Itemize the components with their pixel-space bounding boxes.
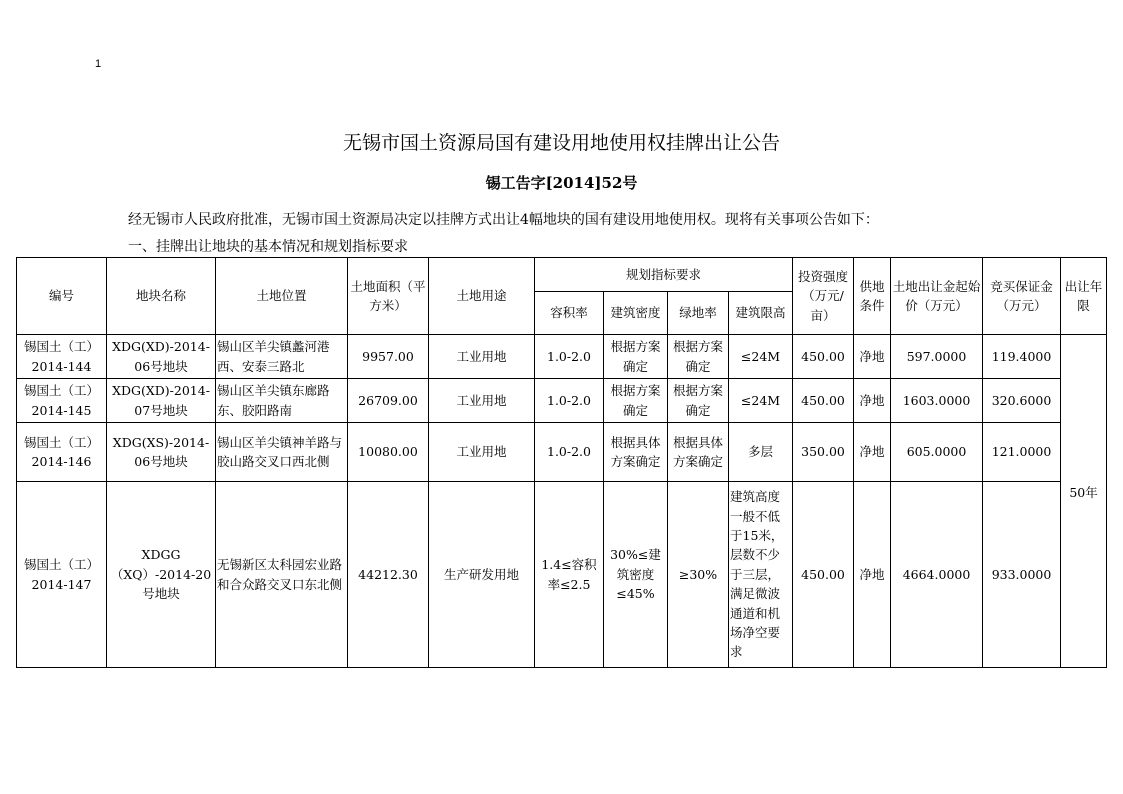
cell-deposit: 933.0000 (983, 482, 1061, 668)
cell-use: 工业用地 (429, 335, 535, 379)
cell-height: ≤24M (729, 379, 793, 423)
cell-deposit: 320.6000 (983, 379, 1061, 423)
cell-density: 根据具体方案确定 (604, 423, 668, 482)
term-value: 50年 (1069, 485, 1098, 500)
page-number: 1 (95, 58, 102, 70)
cell-green: 根据方案确定 (668, 335, 729, 379)
header-area: 土地面积（平方米） (348, 258, 429, 335)
cell-code: 锡国土（工）2014-144 (17, 335, 107, 379)
cell-green: 根据具体方案确定 (668, 423, 729, 482)
cell-invest: 450.00 (793, 379, 854, 423)
intro-paragraph: 经无锡市人民政府批准，无锡市国土资源局决定以挂牌方式出让4幅地块的国有建设用地使用权。现将有关事项公告如下： (128, 212, 879, 228)
table-header-row (17, 258, 1107, 292)
cell-start-price: 1603.0000 (891, 379, 983, 423)
cell-use: 工业用地 (429, 379, 535, 423)
table-row (17, 482, 1107, 668)
header-planning: 规划指标要求 (535, 258, 793, 292)
cell-name: XDG(XD)-2014-07号地块 (107, 379, 216, 423)
header-density: 建筑密度 (604, 292, 668, 335)
header-supply: 供地条件 (854, 258, 891, 335)
cell-code: 锡国土（工）2014-145 (17, 379, 107, 423)
cell-name: XDGG（XQ）-2014-20号地块 (107, 482, 216, 668)
page-title: 无锡市国土资源局国有建设用地使用权挂牌出让公告 (342, 132, 780, 154)
cell-far: 1.0-2.0 (535, 423, 604, 482)
cell-use: 生产研发用地 (429, 482, 535, 668)
cell-area: 9957.00 (348, 335, 429, 379)
cell-height: 多层 (729, 423, 793, 482)
cell-far: 1.0-2.0 (535, 379, 604, 423)
cell-use: 工业用地 (429, 423, 535, 482)
table-row (17, 335, 1107, 379)
cell-supply: 净地 (854, 335, 891, 379)
cell-location: 锡山区羊尖镇蠡河港西、安泰三路北 (216, 335, 348, 379)
cell-green: ≥30% (668, 482, 729, 668)
section-heading: 一、挂牌出让地块的基本情况和规划指标要求 (128, 239, 408, 255)
header-name: 地块名称 (107, 258, 216, 335)
table-row (17, 379, 1107, 423)
cell-invest: 350.00 (793, 423, 854, 482)
cell-height: ≤24M (729, 335, 793, 379)
header-code: 编号 (17, 258, 107, 335)
cell-far: 1.4≤容积率≤2.5 (535, 482, 604, 668)
header-use: 土地用途 (429, 258, 535, 335)
cell-name: XDG(XD)-2014-06号地块 (107, 335, 216, 379)
cell-code: 锡国土（工）2014-147 (17, 482, 107, 668)
cell-deposit: 121.0000 (983, 423, 1061, 482)
header-height: 建筑限高 (729, 292, 793, 335)
cell-far: 1.0-2.0 (535, 335, 604, 379)
cell-density: 根据方案确定 (604, 379, 668, 423)
cell-start-price: 597.0000 (891, 335, 983, 379)
table-row (17, 423, 1107, 482)
cell-green: 根据方案确定 (668, 379, 729, 423)
cell-invest: 450.00 (793, 482, 854, 668)
cell-height: 建筑高度一般不低于15米，层数不少于三层，满足微波通道和机场净空要求 (729, 482, 793, 668)
cell-area: 26709.00 (348, 379, 429, 423)
header-invest: 投资强度（万元/亩） (793, 258, 854, 335)
header-location: 土地位置 (216, 258, 348, 335)
cell-area: 44212.30 (348, 482, 429, 668)
land-plot-table (16, 257, 1107, 668)
cell-code: 锡国土（工）2014-146 (17, 423, 107, 482)
cell-start-price: 4664.0000 (891, 482, 983, 668)
header-green: 绿地率 (668, 292, 729, 335)
cell-term (1061, 335, 1107, 668)
cell-deposit: 119.4000 (983, 335, 1061, 379)
cell-density: 根据方案确定 (604, 335, 668, 379)
cell-supply: 净地 (854, 482, 891, 668)
header-term: 出让年限 (1061, 258, 1107, 335)
cell-location: 锡山区羊尖镇神羊路与胶山路交叉口西北侧 (216, 423, 348, 482)
header-deposit: 竞买保证金（万元） (983, 258, 1061, 335)
cell-invest: 450.00 (793, 335, 854, 379)
document-number: 锡工告字[2014]52号 (485, 174, 638, 192)
cell-supply: 净地 (854, 379, 891, 423)
cell-name: XDG(XS)-2014-06号地块 (107, 423, 216, 482)
cell-start-price: 605.0000 (891, 423, 983, 482)
cell-density: 30%≤建筑密度≤45% (604, 482, 668, 668)
cell-location: 无锡新区太科园宏业路和合众路交叉口东北侧 (216, 482, 348, 668)
cell-location: 锡山区羊尖镇东廊路东、胶阳路南 (216, 379, 348, 423)
cell-area: 10080.00 (348, 423, 429, 482)
cell-supply: 净地 (854, 423, 891, 482)
header-far: 容积率 (535, 292, 604, 335)
header-start-price: 土地出让金起始价（万元） (891, 258, 983, 335)
